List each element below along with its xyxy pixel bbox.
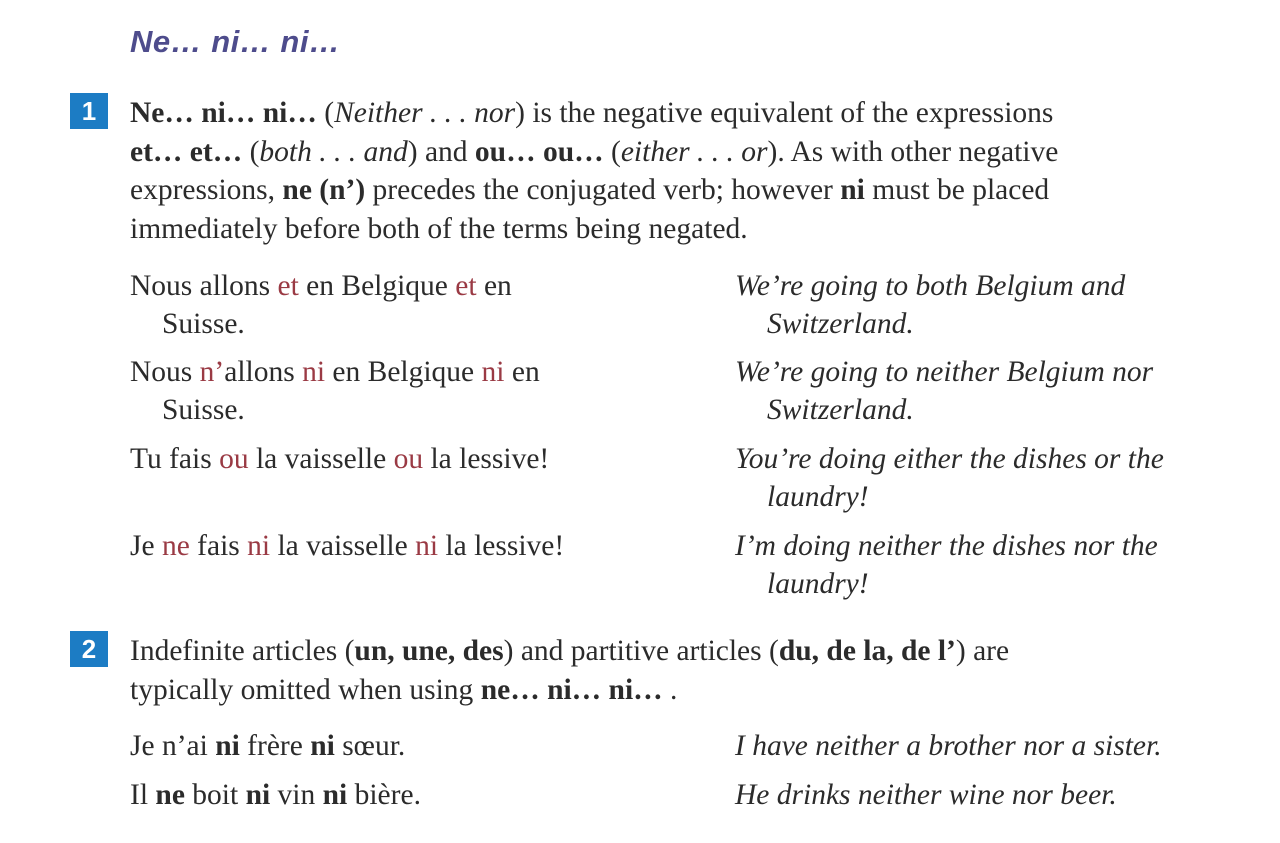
text-run: en bbox=[504, 356, 540, 388]
text-run: Suisse. bbox=[162, 308, 245, 340]
section-heading: Ne… ni… ni… bbox=[130, 24, 341, 59]
italic-gloss: Neither . . . nor bbox=[334, 97, 516, 129]
text-run: precedes the conjugated verb; however bbox=[365, 174, 841, 206]
highlighted-word: ni bbox=[481, 356, 505, 388]
highlighted-word: ou bbox=[219, 443, 249, 475]
text-run: fais bbox=[189, 530, 248, 562]
english-translation bbox=[735, 440, 1275, 516]
text-run: ) and partitive articles ( bbox=[503, 635, 779, 667]
french-sentence bbox=[130, 267, 690, 343]
english-line: Switzerland. bbox=[767, 394, 914, 426]
text-run: en Belgique bbox=[298, 270, 456, 302]
text-run: Indefinite articles ( bbox=[130, 635, 355, 667]
rule-paragraph-1 bbox=[130, 94, 1265, 248]
french-sentence bbox=[130, 776, 690, 814]
text-run: bière. bbox=[347, 779, 421, 811]
text-run: Je bbox=[130, 530, 162, 562]
text-run: Suisse. bbox=[162, 394, 245, 426]
english-line: I’m doing neither the dishes nor the bbox=[735, 530, 1158, 562]
french-line bbox=[130, 440, 690, 478]
english-translation bbox=[735, 267, 1275, 343]
french-line bbox=[130, 305, 690, 343]
english-line: You’re doing either the dishes or the bbox=[735, 443, 1164, 475]
bold-term: ni bbox=[840, 174, 865, 206]
text-run: ) are typically omitted when using bbox=[130, 635, 1010, 706]
text-run: must be placed immediately before both of the terms being negated. bbox=[130, 174, 1050, 245]
text-run: la vaisselle bbox=[270, 530, 416, 562]
text-run: sœur. bbox=[334, 730, 406, 762]
highlighted-word: ni bbox=[302, 356, 326, 388]
english-line: He drinks neither wine nor beer. bbox=[735, 779, 1117, 811]
bold-term: ne bbox=[155, 779, 185, 811]
italic-gloss: either . . . or bbox=[620, 135, 768, 168]
french-line bbox=[130, 353, 690, 391]
french-line bbox=[130, 527, 690, 565]
highlighted-word: ni bbox=[415, 530, 439, 562]
text-run: Je n’ai bbox=[130, 730, 216, 762]
bold-term: ni bbox=[215, 730, 240, 762]
text-run: vin bbox=[270, 779, 323, 811]
english-translation bbox=[735, 353, 1275, 429]
bold-term: un, une, des bbox=[354, 635, 504, 667]
bold-term: du, de la, de l’ bbox=[778, 635, 956, 667]
text-run: Tu fais bbox=[130, 443, 220, 475]
bold-term: ni bbox=[310, 730, 335, 762]
highlighted-word: ne bbox=[161, 530, 190, 562]
text-run: ( bbox=[603, 135, 621, 168]
highlighted-word: ou bbox=[393, 443, 424, 475]
english-line: Switzerland. bbox=[767, 308, 914, 340]
bold-term: et… et… bbox=[130, 135, 243, 168]
highlighted-word: et bbox=[277, 270, 299, 302]
section-number-badge-2: 2 bbox=[70, 631, 108, 667]
highlighted-word: n’ bbox=[199, 356, 225, 388]
section-number-badge-1: 1 bbox=[70, 93, 108, 129]
text-run: Il bbox=[130, 779, 156, 811]
text-run: ( bbox=[316, 97, 335, 129]
french-sentence bbox=[130, 353, 690, 429]
english-line: laundry! bbox=[767, 568, 869, 600]
bold-term: ni bbox=[245, 779, 271, 811]
bold-term: ou… ou… bbox=[474, 135, 604, 168]
english-line: laundry! bbox=[767, 481, 869, 513]
text-run: la lessive! bbox=[438, 530, 565, 562]
text-run: ). As with other negative expressions, bbox=[130, 135, 1059, 206]
bold-term: ne (n’) bbox=[282, 174, 366, 206]
bold-term: ne… ni… ni… bbox=[480, 673, 663, 706]
italic-gloss: both . . . and bbox=[259, 135, 408, 168]
bold-term: Ne… ni… ni… bbox=[130, 97, 317, 129]
highlighted-word: ni bbox=[247, 530, 271, 562]
french-sentence bbox=[130, 440, 690, 478]
text-run: la lessive! bbox=[423, 443, 550, 475]
highlighted-word: et bbox=[455, 270, 477, 302]
text-run: boit bbox=[184, 779, 246, 811]
english-line: I have neither a brother nor a sister. bbox=[735, 730, 1162, 762]
english-line: We’re going to neither Belgium nor bbox=[735, 356, 1154, 388]
french-sentence bbox=[130, 527, 690, 565]
english-translation bbox=[735, 527, 1275, 603]
english-translation bbox=[735, 727, 1275, 765]
text-run: allons bbox=[224, 356, 303, 388]
text-run: en bbox=[476, 270, 512, 302]
text-run: Nous bbox=[130, 356, 200, 388]
english-translation bbox=[735, 776, 1275, 814]
french-line bbox=[130, 776, 690, 814]
text-run: ( bbox=[242, 135, 260, 168]
english-line: We’re going to both Belgium and bbox=[735, 270, 1126, 302]
text-run: . bbox=[662, 673, 678, 706]
text-run: ) is the negative equivalent of the expressions bbox=[515, 97, 1054, 129]
french-line bbox=[130, 727, 690, 765]
bold-term: ni bbox=[322, 779, 348, 811]
text-run: Nous allons bbox=[130, 270, 278, 302]
french-line bbox=[130, 391, 690, 429]
text-run: la vaisselle bbox=[248, 443, 394, 475]
text-run: ) and bbox=[407, 135, 475, 168]
text-run: en Belgique bbox=[325, 356, 482, 388]
text-run: frère bbox=[239, 730, 311, 762]
rule-paragraph-2 bbox=[130, 632, 1265, 709]
french-line bbox=[130, 267, 690, 305]
french-sentence bbox=[130, 727, 690, 765]
